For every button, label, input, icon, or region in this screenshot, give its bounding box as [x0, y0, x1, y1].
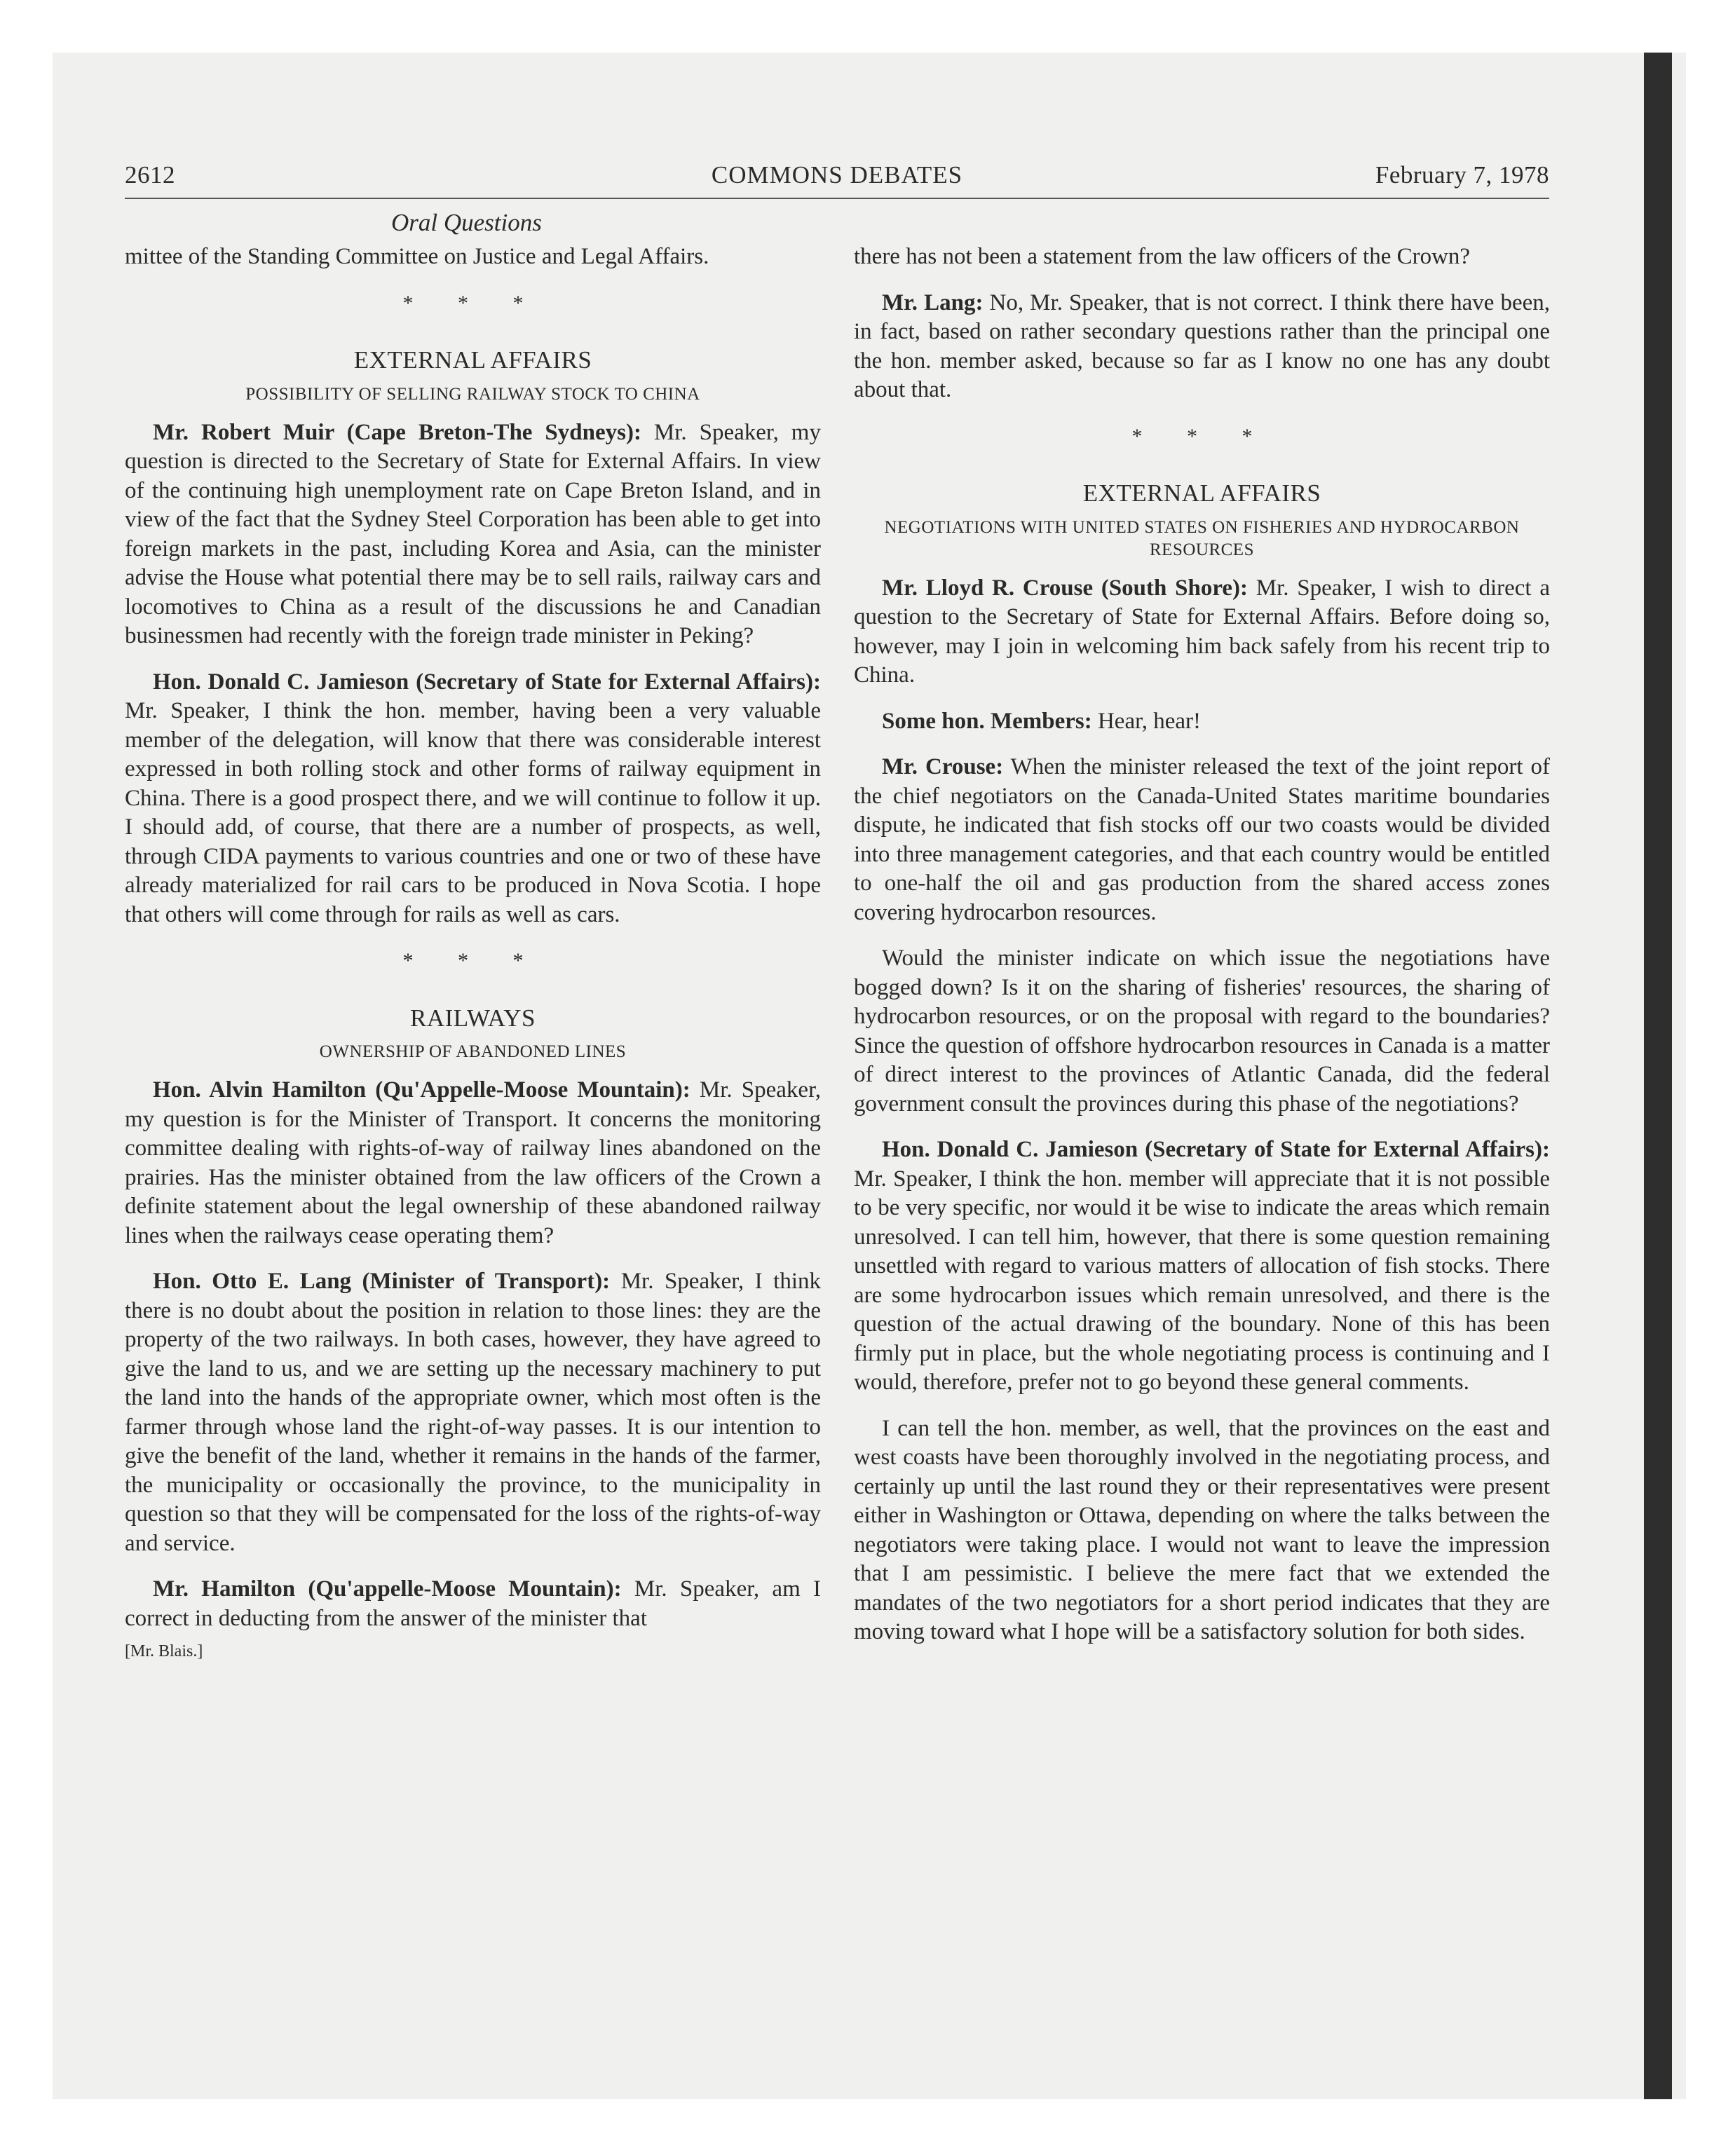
section-subheading: NEGOTIATIONS WITH UNITED STATES ON FISHERIES AND HYDROCARBON RESOURCES	[884, 517, 1520, 559]
paragraph	[125, 1267, 821, 1558]
scan-edge-shadow	[1644, 53, 1672, 2099]
paragraph: Would the minister indicate on which issue the negotiations have bogged down? Is it on the sharing of fisheries' resources, the sharing of hydrocarbon resources, or on the proposal with regard to the boundaries? Since the question of offshore hydrocarbon resources in Canada is a matter of direct interest to the provinces of Atlantic Canada, did the federal government consult the provinces during this phase of the negotiations?	[854, 946, 1550, 1117]
document-page	[125, 161, 1549, 2082]
section-heading: EXTERNAL AFFAIRS	[1082, 479, 1321, 507]
paragraph: there has not been a statement from the law officers of the Crown?	[854, 244, 1471, 269]
running-header	[125, 161, 1549, 196]
speaker-name: Mr. Crouse:	[882, 754, 1004, 779]
section-separator: * * *	[402, 949, 543, 972]
speaker-name: Hon. Alvin Hamilton (Qu'Appelle-Moose Mountain):	[153, 1077, 690, 1103]
paragraph	[125, 1076, 821, 1250]
right-column	[854, 243, 1550, 1664]
paragraph	[125, 418, 821, 651]
speech-text: Mr. Speaker, my question is directed to the Secretary of State for External Affairs. In view of the continuing high unemployment rate on Cape Breton Island, and in view of the fact that the Sydney Steel Corporation has been able to get into foreign markets in the past, including Korea and Asia, can the minister advise the House what potential there may be to sell rails, railway cars and locomotives to China as a result of the discussions he and Canadian businessmen had recently with the foreign trade minister in Peking?	[125, 419, 821, 648]
speech-text: Hear, hear!	[1091, 708, 1202, 734]
paragraph	[854, 289, 1550, 405]
paragraph	[854, 707, 1550, 737]
page-footnote: [Mr. Blais.]	[125, 1642, 203, 1660]
speaker-name: Mr. Hamilton (Qu'appelle-Moose Mountain):	[153, 1576, 622, 1602]
section-separator: * * *	[1131, 424, 1272, 448]
paragraph	[854, 574, 1550, 690]
publication-title: COMMONS DEBATES	[711, 161, 963, 189]
paragraph: I can tell the hon. member, as well, that the provinces on the east and west coasts have been thoroughly involved in the negotiating process, and certainly up until the last round they or their representatives were present either in Washington or Ottawa, depending on where the talks between the negotiators were taking place. I would not want to leave the impression that I am pessimistic. I believe the mere fact that we extended the mandates of the two negotiators for a short period indicates that they are moving toward what I hope will be a satisfactory solution for both sides.	[854, 1415, 1550, 1644]
publication-date: February 7, 1978	[1375, 161, 1549, 189]
speaker-name: Mr. Lloyd R. Crouse (South Shore):	[882, 575, 1248, 601]
paragraph	[125, 1575, 821, 1633]
speech-text: When the minister released the text of the joint report of the chief negotiators on the Canada-United States maritime boundaries dispute, he indicated that fish stocks off our two coasts would be divided into three management categories, and that each country would be entitled to one-half the oil and gas production from the shared access zones covering hydrocarbon resources.	[854, 754, 1550, 925]
page-number: 2612	[125, 161, 175, 189]
section-subheading: POSSIBILITY OF SELLING RAILWAY STOCK TO CHINA	[245, 384, 700, 404]
paragraph	[854, 753, 1550, 927]
speech-text: Mr. Speaker, I think there is no doubt about the position in relation to those lines: they are the property of the two railways. In both cases, however, they have agreed to give the land to us, and we are setting up the necessary machinery to put the land into the hands of the appropriate owner, which most often is the farmer through whose land the right-of-way passes. It is our intention to give the benefit of the land, whether it remains in the hands of the farmer, the municipality or occasionally the province, to the municipality in question so that they will be compensated for the loss of the rights-of-way and service.	[125, 1269, 821, 1556]
header-rule	[125, 198, 1549, 199]
speech-text: Mr. Speaker, my question is for the Minister of Transport. It concerns the monitoring committee dealing with rights-of-way of railway lines abandoned on the prairies. Has the minister obtained from the law officers of the Crown a definite statement about the legal ownership of these abandoned railway lines when the railways cease operating them?	[125, 1077, 821, 1248]
speaker-name: Hon. Otto E. Lang (Minister of Transport):	[153, 1269, 611, 1294]
speaker-name: Hon. Donald C. Jamieson (Secretary of State for External Affairs):	[153, 669, 821, 695]
left-column	[125, 243, 821, 1667]
speaker-name: Hon. Donald C. Jamieson (Secretary of State for External Affairs):	[882, 1137, 1550, 1162]
paragraph	[125, 668, 821, 930]
section-subheading: OWNERSHIP OF ABANDONED LINES	[319, 1042, 627, 1061]
speech-text: Mr. Speaker, I wish to direct a question to the Secretary of State for External Affairs. Before doing so, however, may I join in welcoming him back safely from his recent trip to China.	[854, 575, 1550, 688]
section-heading: RAILWAYS	[409, 1004, 536, 1032]
speech-text: Mr. Speaker, I think the hon. member will appreciate that it is not possible to be very specific, nor would it be wise to indicate the areas which remain unresolved. I can tell him, however, that there is some question remaining unsettled with regard to various matters of allocation of fish stocks. There are some hydrocarbon issues which remain unresolved, and there is the question of the actual drawing of the boundary. None of this has been firmly put in place, but the whole negotiating process is continuing and I would, therefore, prefer not to go beyond these general comments.	[854, 1166, 1550, 1395]
speech-text: Mr. Speaker, I think the hon. member, having been a very valuable member of the delegation, will know that there was considerable interest expressed in both rolling stock and other forms of railway equipment in China. There is a good prospect there, and we will continue to follow it up. I should add, of course, that there are a number of prospects, as well, through CIDA payments to various countries and one or two of these have already materialized for rail cars to be produced in Nova Scotia. I hope that others will come through for rails as well as cars.	[125, 698, 821, 927]
speaker-name: Some hon. Members:	[882, 708, 1092, 734]
speaker-name: Mr. Robert Muir (Cape Breton-The Sydneys):	[153, 419, 641, 445]
section-separator: * * *	[402, 291, 543, 315]
speech-text: Mr. Speaker, am I correct in deducting from the answer of the minister that	[125, 1576, 821, 1631]
section-tag: Oral Questions	[391, 209, 542, 236]
paragraph: mittee of the Standing Committee on Justice and Legal Affairs.	[125, 244, 709, 269]
section-heading: EXTERNAL AFFAIRS	[353, 346, 592, 374]
paragraph	[854, 1135, 1550, 1398]
speaker-name: Mr. Lang:	[882, 289, 984, 315]
speech-text: No, Mr. Speaker, that is not correct. I think there have been, in fact, based on rather secondary questions rather than the principal one the hon. member asked, because so far as I know no one has any doubt about that.	[854, 289, 1551, 402]
